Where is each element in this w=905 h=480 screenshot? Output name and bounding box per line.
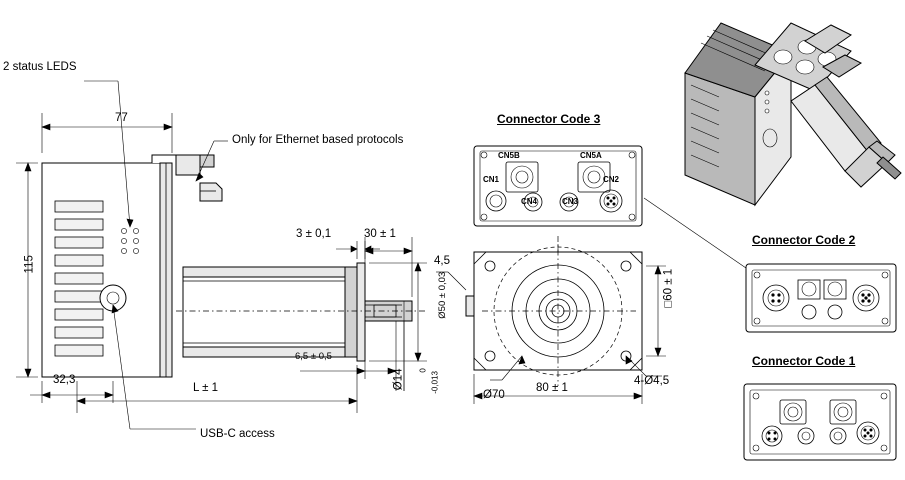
dim-label-square-60: □60 ± 1 — [662, 268, 675, 308]
label-cn1: CN1 — [483, 175, 500, 184]
dim-label-80: 80 ± 1 — [536, 382, 568, 394]
label-usbc: USB-C access — [200, 428, 275, 440]
dim-label-holes: 4-Ø4,5 — [634, 375, 670, 387]
dim-label-77: 77 — [115, 112, 128, 124]
dim-label-dia-70: Ø70 — [483, 389, 505, 401]
dim-label-dia-14-tol-lower: -0,013 — [430, 371, 440, 394]
label-ethernet-note: Only for Ethernet based protocols — [232, 134, 404, 146]
heading-connector-code3: Connector Code 3 — [497, 112, 601, 126]
motor-side-body — [42, 155, 425, 377]
heading-connector-code1: Connector Code 1 — [752, 354, 856, 368]
label-cn2: CN2 — [603, 175, 620, 184]
dim-77 — [42, 113, 172, 153]
dim-label-32-3: 32,3 — [53, 374, 76, 386]
connector-code1-drawing — [740, 378, 900, 468]
dim-3 — [336, 241, 380, 259]
label-cn5b: CN5B — [498, 151, 520, 160]
dim-label-4-5: 4,5 — [434, 255, 450, 267]
dim-30 — [365, 237, 412, 297]
label-cn5a: CN5A — [580, 151, 602, 160]
leader-code3-to-code2 — [630, 190, 810, 350]
dim-label-L: L ± 1 — [193, 382, 219, 394]
heading-connector-code2: Connector Code 2 — [752, 233, 856, 247]
front-flange-face — [466, 236, 642, 386]
dim-label-3: 3 ± 0,1 — [296, 228, 332, 240]
label-cn3: CN3 — [562, 197, 579, 206]
dim-label-30: 30 ± 1 — [364, 228, 396, 240]
dim-label-dia-14: Ø14 — [392, 368, 405, 391]
label-cn4: CN4 — [521, 197, 538, 206]
dim-label-6-5: 6,5 ± 0,5 — [295, 351, 332, 362]
dim-label-dia-50: Ø50 ± 0,03 — [436, 271, 448, 319]
dim-4-5 — [436, 272, 466, 290]
dim-label-115: 115 — [23, 255, 36, 274]
iso-motor-body — [685, 23, 901, 205]
dim-label-dia-14-tol-upper: 0 — [418, 368, 428, 373]
label-status-leds: 2 status LEDS — [3, 61, 77, 73]
